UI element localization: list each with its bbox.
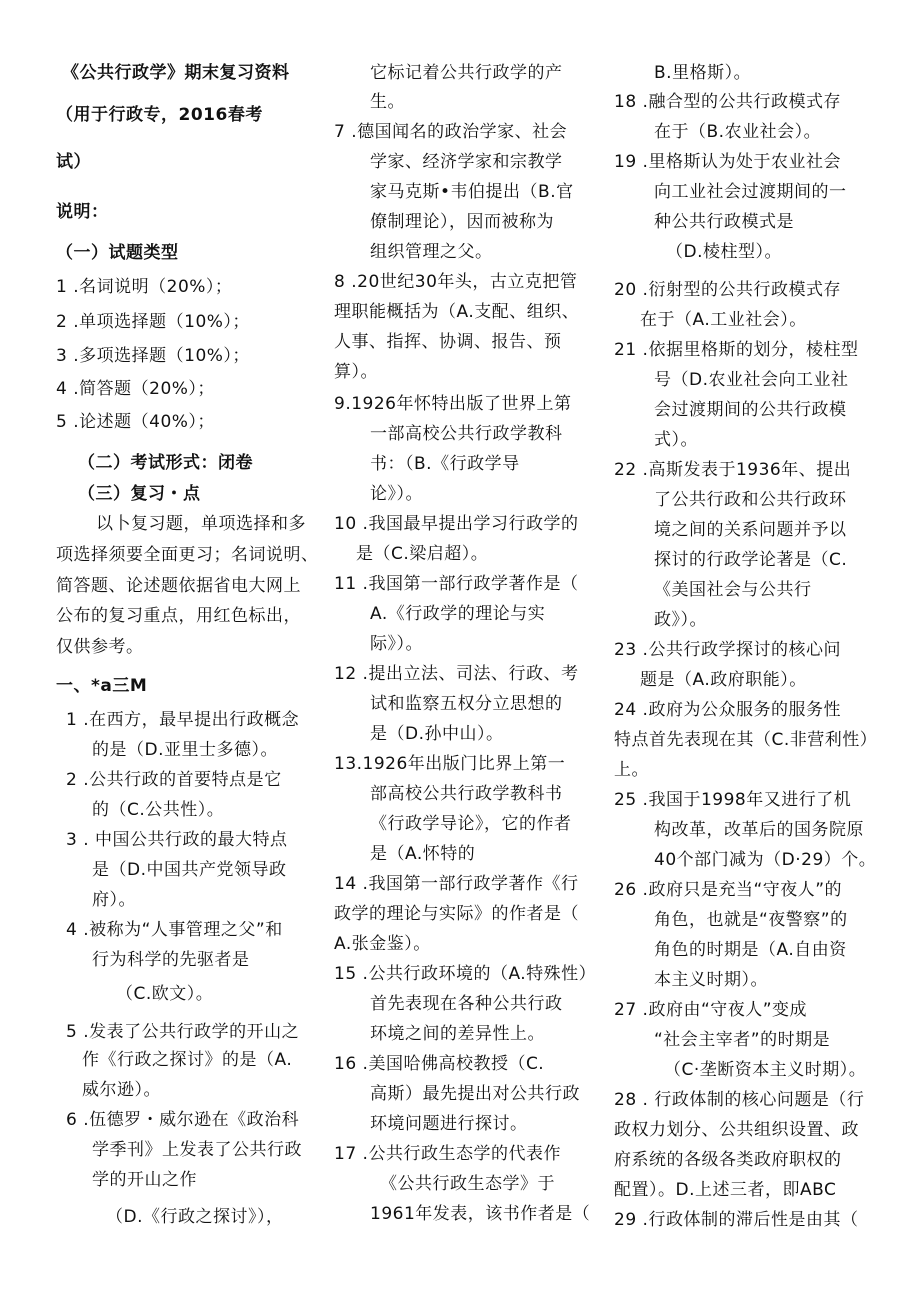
text-line: 书：（B.《行政学导: [370, 454, 520, 474]
text-line: 府系统的各级各类政府职权的: [614, 1150, 842, 1170]
text-line: （C·垄断资本主义时期）。: [664, 1060, 867, 1080]
text-line: 项选择须要全面更习；名词说明、: [56, 545, 319, 565]
text-line: 《公共行政学》期末复习资料: [62, 63, 290, 83]
text-line: 25 .我国于1998年又进行了机: [614, 790, 852, 810]
text-line: 简答题、论述题依据省电大网上: [56, 576, 301, 596]
text-line: 威尔逊）。: [82, 1080, 161, 1100]
text-line: 探讨的行政学论著是（C.: [654, 550, 848, 570]
text-line: 政权力划分、公共组织设置、政: [614, 1120, 859, 1140]
text-line: B.里格斯）。: [654, 63, 752, 83]
text-line: 式）。: [654, 430, 698, 450]
text-line: 作《行政之探讨》的是（A.: [82, 1050, 293, 1070]
text-line: 是（D.孙中山）。: [370, 724, 504, 744]
text-line: 在于（A.工业社会）。: [640, 310, 807, 330]
text-line: 上。: [614, 760, 649, 780]
text-line: 是（D.中国共产党领导政: [92, 860, 287, 880]
text-line: 配置）。D.上述三者，即ABC: [614, 1180, 837, 1200]
text-line: 27 .政府由“守夜人”变成: [614, 1000, 808, 1020]
text-line: A.《行政学的理论与实: [370, 604, 546, 624]
text-line: 24 .政府为公众服务的服务性: [614, 700, 841, 720]
text-line: 6 .伍德罗・威尔逊在《政治科: [66, 1110, 300, 1130]
text-line: 28 . 行政体制的核心问题是（行: [614, 1090, 865, 1110]
text-line: （一）试题类型: [56, 243, 179, 263]
text-line: 了公共行政和公共行政环: [654, 490, 847, 510]
text-line: 人事、指挥、协调、报告、预: [334, 332, 562, 352]
text-line: 3 .多项选择题（10%）；: [56, 346, 250, 366]
text-line: 以卜复习题，单项选择和多: [96, 514, 306, 534]
text-line: 40个部门减为（D·29）个。: [654, 850, 877, 870]
text-line: 高斯）最先提出对公共行政: [370, 1084, 580, 1104]
text-line: 2 .公共行政的首要特点是它: [66, 770, 282, 790]
text-line: 17 .公共行政生态学的代表作: [334, 1144, 561, 1164]
text-line: 一、*a三M: [56, 676, 148, 696]
text-line: 11 .我国第一部行政学著作是（: [334, 574, 579, 594]
text-line: 5 .论述题（40%）；: [56, 412, 215, 432]
text-line: 7 .德国闻名的政治学家、社会: [334, 122, 568, 142]
text-line: 《公共行政生态学》于: [380, 1174, 555, 1194]
text-line: 的（C.公共性）。: [92, 800, 225, 820]
text-line: 角色的时期是（A.自由资: [654, 940, 847, 960]
text-line: 1 .在西方，最早提出行政概念: [66, 710, 300, 730]
text-line: A.张金鉴）。: [334, 934, 431, 954]
text-line: 12 .提出立法、司法、行政、考: [334, 664, 579, 684]
text-line: 13.1926年出版门比界上第一: [334, 754, 566, 774]
text-line: 10 .我国最早提出学习行政学的: [334, 514, 579, 534]
text-line: 试和监察五权分立思想的: [370, 694, 563, 714]
text-line: 本主义时期）。: [654, 970, 768, 990]
text-line: 《美国社会与公共行: [654, 580, 812, 600]
text-line: 家马克斯•韦伯提出（B.官: [370, 182, 574, 202]
text-line: 际》）。: [370, 634, 423, 654]
text-line: 公布的复习重点，用红色标出，: [56, 606, 301, 626]
text-line: 8 .20世纪30年头，古立克把管: [334, 272, 578, 292]
text-line: 向工业社会过渡期间的一: [654, 182, 847, 202]
text-line: （三）复习・点: [78, 484, 201, 504]
text-line: 20 .衍射型的公共行政模式存: [614, 280, 841, 300]
text-line: 僚制理论），因而被称为: [370, 212, 554, 232]
text-line: 生。: [370, 92, 405, 112]
text-line: 3 . 中国公共行政的最大特点: [66, 830, 288, 850]
text-line: 政学的理论与实际》的作者是（: [334, 904, 579, 924]
text-line: （D.棱柱型）。: [666, 242, 782, 262]
text-line: 学家、经济学家和宗教学: [370, 152, 563, 172]
text-line: 行为科学的先驱者是: [92, 950, 250, 970]
text-line: 是（C.梁启超）。: [356, 544, 489, 564]
text-line: 特点首先表现在其（C.非营利性）: [614, 730, 878, 750]
text-line: 算）。: [334, 362, 378, 382]
text-line: 4 .被称为“人事管理之父”和: [66, 920, 283, 940]
text-line: 14 .我国第一部行政学著作《行: [334, 874, 579, 894]
text-line: 在于（B.农业社会）。: [654, 122, 822, 142]
text-line: 21 .依据里格斯的划分，棱柱型: [614, 340, 859, 360]
text-line: 它标记着公共行政学的产: [370, 63, 563, 83]
text-line: 种公共行政模式是: [654, 212, 794, 232]
text-line: 15 .公共行政环境的（A.特殊性）: [334, 964, 597, 984]
text-line: 9.1926年怀特出版了世界上第: [334, 394, 572, 414]
text-line: 环境问题进行探讨。: [370, 1114, 528, 1134]
text-line: 18 .融合型的公共行政模式存: [614, 92, 841, 112]
text-line: 境之间的关系问题并予以: [654, 520, 847, 540]
text-line: 理职能概括为（A.支配、组织、: [334, 302, 580, 322]
text-line: 首先表现在各种公共行政: [370, 994, 563, 1014]
text-line: （用于行政专，2016春考: [56, 105, 263, 125]
text-line: 26 .政府只是充当“守夜人”的: [614, 880, 843, 900]
text-line: 29 .行政体制的滞后性是由其（: [614, 1210, 859, 1230]
text-line: 1961年发表，该书作者是（: [370, 1204, 591, 1224]
text-line: 试）: [56, 152, 91, 172]
text-line: 23 .公共行政学探讨的核心问: [614, 640, 841, 660]
text-line: 2 .单项选择题（10%）；: [56, 312, 250, 332]
text-line: 题是（A.政府职能）。: [640, 670, 807, 690]
text-line: 19 .里格斯认为处于农业社会: [614, 152, 841, 172]
text-line: （二）考试形式：闭卷: [78, 453, 253, 473]
text-line: 一部高校公共行政学教科: [370, 424, 563, 444]
text-line: 是（A.怀特的: [370, 844, 476, 864]
text-line: 1 .名词说明（20%）；: [56, 277, 233, 297]
text-line: 《行政学导论》，它的作者: [370, 814, 572, 834]
text-line: 府）。: [92, 890, 136, 910]
text-line: 论》）。: [370, 484, 423, 504]
text-line: （D.《行政之探讨》），: [106, 1207, 284, 1227]
text-line: 会过渡期间的公共行政模: [654, 400, 847, 420]
text-line: 的是（D.亚里士多德）。: [92, 740, 278, 760]
text-line: （C.欧文）。: [116, 984, 214, 1004]
text-line: 政》）。: [654, 610, 707, 630]
text-line: 学的开山之作: [92, 1170, 197, 1190]
text-line: 16 .美国哈佛高校教授（C.: [334, 1054, 545, 1074]
text-line: 5 .发表了公共行政学的开山之: [66, 1022, 300, 1042]
text-line: 构改革，改革后的国务院原: [654, 820, 864, 840]
text-line: 说明：: [56, 202, 109, 222]
text-line: 学季刊》上发表了公共行政: [92, 1140, 302, 1160]
text-line: “社会主宰者”的时期是: [654, 1030, 831, 1050]
text-line: 4 .简答题（20%）；: [56, 379, 215, 399]
text-line: 部高校公共行政学教科书: [370, 784, 563, 804]
text-line: 仅供参考。: [56, 637, 144, 657]
text-line: 环境之间的差异性上。: [370, 1024, 545, 1044]
text-line: 组织管理之父。: [370, 242, 493, 262]
text-line: 角色，也就是“夜警察”的: [654, 910, 848, 930]
text-line: 22 .高斯发表于1936年、提出: [614, 460, 852, 480]
text-line: 号（D.农业社会向工业社: [654, 370, 849, 390]
